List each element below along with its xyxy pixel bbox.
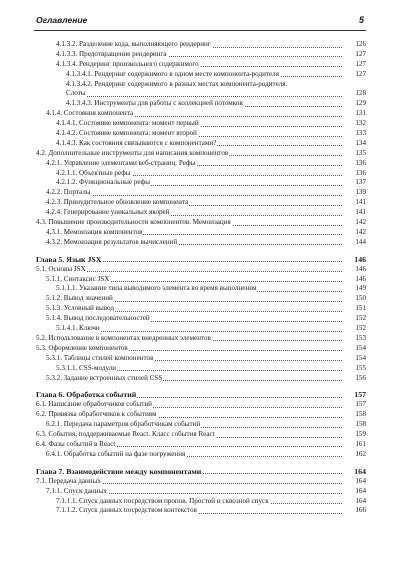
toc-entry-text: 4.1.3.4.2. Рендеринг содержимого в разных местах компонента-родителя. xyxy=(66,79,288,88)
toc-entry xyxy=(36,275,366,285)
toc-entry xyxy=(36,374,366,384)
toc-entry xyxy=(36,188,366,198)
toc-entry-text: 4.2.4. Генерирование уникальных якорей xyxy=(46,208,170,217)
toc-entry-label xyxy=(56,119,342,129)
toc-entry-page: 164 xyxy=(355,496,366,505)
toc-entry-page: 136 xyxy=(355,168,366,177)
toc-entry-text: 6.1. Написание обработчиков событий xyxy=(36,400,152,409)
toc-entry xyxy=(36,294,366,304)
toc-entry-page: 128 xyxy=(355,89,366,98)
toc-entry-label xyxy=(46,450,342,460)
toc-entry-label xyxy=(46,374,342,384)
toc-entry-text: 4.1.4.2. Состояние компонента: момент второй xyxy=(56,129,197,138)
toc-entry xyxy=(36,477,366,487)
toc-entry-page: 139 xyxy=(355,188,366,197)
toc-entry-page: 142 xyxy=(355,227,366,236)
table-of-contents xyxy=(36,40,366,516)
toc-entry-page: 141 xyxy=(355,198,366,207)
toc-entry-label xyxy=(46,198,342,208)
toc-entry xyxy=(36,89,366,99)
toc-entry-text: 6.3. События, поддерживаемые React. Класс события React xyxy=(36,430,215,439)
toc-entry xyxy=(36,265,366,275)
header-page-number: 5 xyxy=(358,15,364,25)
toc-entry-page: 156 xyxy=(355,373,366,382)
toc-entry-text: 5.3.1.1. CSS-модули xyxy=(56,363,117,372)
toc-entry-page: 127 xyxy=(355,69,366,78)
toc-chapter-entry xyxy=(36,466,366,477)
toc-entry-text: 7.1.1. Спуск данных xyxy=(46,486,107,495)
toc-entry-label xyxy=(36,400,342,410)
toc-entry xyxy=(36,506,366,516)
toc-entry-page: 126 xyxy=(355,40,366,48)
toc-entry-page: 166 xyxy=(355,506,366,515)
running-header xyxy=(34,15,366,28)
toc-entry-label xyxy=(36,389,342,400)
toc-entry-text: 4.2.2. Порталы xyxy=(46,188,91,197)
toc-entry-label xyxy=(56,129,342,139)
toc-entry xyxy=(36,354,366,364)
toc-entry-page: 146 xyxy=(355,274,366,283)
toc-entry-label xyxy=(56,50,342,60)
toc-entry-text: 5.2. Использование в компонентах внедренных элементов xyxy=(36,333,211,342)
toc-entry-page: 164 xyxy=(355,486,366,495)
toc-entry xyxy=(36,149,366,159)
toc-entry-label xyxy=(36,466,342,477)
toc-entry xyxy=(36,487,366,497)
header-rule xyxy=(34,30,366,31)
toc-entry-label xyxy=(56,60,342,70)
toc-entry-text: 4.1.3.4.3. Инструменты для работы с коллекцией потомков xyxy=(66,99,243,108)
toc-entry-label xyxy=(56,284,342,294)
toc-entry-label xyxy=(46,487,342,497)
toc-entry-label xyxy=(46,314,342,324)
header-title: Оглавление xyxy=(36,15,88,25)
toc-entry-label xyxy=(46,294,342,304)
toc-entry-text: 6.2. Привязка обработчиков к событиям xyxy=(36,410,157,419)
toc-entry-page: 137 xyxy=(355,178,366,187)
toc-entry-label xyxy=(66,70,342,80)
toc-entry-label xyxy=(56,178,342,188)
toc-entry-label xyxy=(36,440,342,450)
toc-entry-label xyxy=(36,344,342,354)
toc-entry-page: 157 xyxy=(354,390,366,400)
toc-entry-label xyxy=(36,410,342,420)
toc-entry-page: 131 xyxy=(355,109,366,118)
toc-entry xyxy=(36,304,366,314)
toc-entry-text: Глава 5. Язык JSX xyxy=(36,254,102,264)
toc-entry xyxy=(36,314,366,324)
toc-entry-label xyxy=(36,254,342,265)
toc-entry-page: 155 xyxy=(355,363,366,372)
toc-entry-label xyxy=(36,334,342,344)
toc-entry xyxy=(36,238,366,248)
toc-entry-page: 132 xyxy=(355,119,366,128)
toc-entry-label xyxy=(46,109,342,119)
toc-entry-label xyxy=(36,149,342,159)
toc-entry-text: 5.1. Основы JSX xyxy=(36,264,86,273)
toc-entry-text: 4.1.4.3. Как состояния связываются с компонентами? xyxy=(56,138,217,147)
toc-entry-label xyxy=(46,238,342,248)
toc-entry xyxy=(36,497,366,507)
toc-entry-text: 7.1.1.2. Спуск данных посредством контекстов xyxy=(56,506,198,515)
toc-entry-page: 152 xyxy=(355,324,366,333)
toc-entry xyxy=(36,50,366,60)
toc-entry-page: 164 xyxy=(354,466,366,476)
toc-entry-text: 5.3.2. Задание встроенных стилей CSS xyxy=(46,373,163,382)
toc-entry xyxy=(36,400,366,410)
toc-entry-page: 127 xyxy=(355,49,366,58)
toc-entry-page: 154 xyxy=(355,353,366,362)
toc-entry-label xyxy=(56,169,342,179)
toc-entry-text: 5.3. Оформление компонентов xyxy=(36,343,128,352)
toc-entry-label xyxy=(36,430,342,440)
toc-entry-page: 151 xyxy=(355,304,366,313)
toc-entry-label xyxy=(46,420,342,430)
toc-entry-label xyxy=(66,99,342,109)
toc-entry-page: 144 xyxy=(355,237,366,246)
toc-entry xyxy=(36,430,366,440)
toc-entry-page: 146 xyxy=(354,254,366,264)
toc-entry xyxy=(36,40,366,50)
toc-entry xyxy=(36,139,366,149)
toc-entry xyxy=(36,440,366,450)
toc-entry-text: 4.2.3. Принудительное обновление компонента xyxy=(46,198,189,207)
toc-entry-label xyxy=(36,477,342,487)
toc-entry-text: 5.3.1. Таблицы стилей компонентов xyxy=(46,353,154,362)
toc-entry-page: 158 xyxy=(355,420,366,429)
toc-entry-page: 164 xyxy=(355,476,366,485)
toc-entry xyxy=(36,284,366,294)
toc-chapter-entry xyxy=(36,389,366,400)
toc-entry xyxy=(36,169,366,179)
toc-entry xyxy=(36,420,366,430)
toc-entry xyxy=(36,364,366,374)
toc-entry-page: 136 xyxy=(355,158,366,167)
toc-entry xyxy=(36,129,366,139)
toc-entry-page: 146 xyxy=(355,264,366,273)
toc-entry-text: 4.1.3.4.1. Рендеринг содержимого в одном месте компонента-родителя xyxy=(66,69,279,78)
toc-entry xyxy=(36,60,366,70)
toc-entry-label xyxy=(46,159,342,169)
toc-entry xyxy=(36,198,366,208)
toc-entry-page: 129 xyxy=(355,99,366,108)
toc-entry-page: 161 xyxy=(355,439,366,448)
toc-entry-page: 158 xyxy=(355,410,366,419)
toc-entry xyxy=(36,99,366,109)
toc-entry-page: 134 xyxy=(355,138,366,147)
toc-entry-label xyxy=(56,324,342,334)
toc-entry-text: 4.1.3.3. Предотвращение рендеринга xyxy=(56,49,167,58)
toc-entry xyxy=(36,334,366,344)
toc-entry-label xyxy=(46,275,342,285)
toc-entry-text: Слоты xyxy=(66,89,86,98)
toc-entry-text: 4.2.1.2. Функциональные рефы xyxy=(56,178,150,187)
toc-entry-page: 135 xyxy=(355,148,366,157)
toc-entry-text: 4.1.3.2. Разделение кода, выполняющего рендеринг xyxy=(56,40,211,48)
toc-entry-label xyxy=(36,218,342,228)
toc-entry-label xyxy=(66,80,342,90)
toc-entry-page: 152 xyxy=(355,314,366,323)
toc-entry-text: 4.2.1.1. Объектные рефы xyxy=(56,168,131,177)
toc-entry-text: 5.1.4.1. Ключи xyxy=(56,324,100,333)
toc-entry-text: 5.1.1. Синтаксис JSX xyxy=(46,274,110,283)
toc-entry-label xyxy=(66,89,342,99)
toc-entry-label xyxy=(46,188,342,198)
toc-entry-page: 159 xyxy=(355,430,366,439)
toc-entry xyxy=(36,410,366,420)
toc-entry-text: 4.2. Дополнительные инструменты для написания компонентов xyxy=(36,148,229,157)
toc-entry-page: 133 xyxy=(355,129,366,138)
toc-entry xyxy=(36,450,366,460)
toc-entry-label xyxy=(56,364,342,374)
toc-entry-text: 6.2.1. Передача параметров обработчикам событий xyxy=(46,420,201,429)
toc-entry-text: 4.3.2. Мемоизация результатов вычислений xyxy=(46,237,178,246)
toc-entry-page: 162 xyxy=(355,449,366,458)
toc-entry xyxy=(36,80,366,90)
toc-entry-text: 6.4. Фазы событий в React xyxy=(36,439,116,448)
toc-entry-text: 4.1.3.4. Рендеринг произвольного содержимого xyxy=(56,59,199,68)
toc-entry-text: 5.1.1.1. Указание типа выводимого элемента во время выполнения xyxy=(56,284,257,293)
toc-entry xyxy=(36,119,366,129)
toc-entry-text: 5.1.3. Условный вывод xyxy=(46,304,114,313)
toc-entry-label xyxy=(46,228,342,238)
toc-entry-page: 141 xyxy=(355,208,366,217)
toc-entry-label xyxy=(46,304,342,314)
toc-entry-page: 154 xyxy=(355,343,366,352)
toc-entry-page: 157 xyxy=(355,400,366,409)
toc-entry-label xyxy=(56,506,342,516)
toc-entry-label xyxy=(56,497,342,507)
toc-entry-page: 127 xyxy=(355,59,366,68)
toc-entry-page: 153 xyxy=(355,333,366,342)
toc-entry-page: 142 xyxy=(355,218,366,227)
toc-entry xyxy=(36,218,366,228)
toc-entry xyxy=(36,178,366,188)
toc-entry-text: 7.1. Передача данных xyxy=(36,476,101,485)
toc-entry-page: 150 xyxy=(355,294,366,303)
toc-entry xyxy=(36,70,366,80)
toc-entry-label xyxy=(46,354,342,364)
toc-entry xyxy=(36,344,366,354)
toc-entry-text: 4.3. Повышение производительности компонентов. Мемоизация xyxy=(36,218,231,227)
toc-entry-label xyxy=(56,139,342,149)
toc-entry-label xyxy=(46,208,342,218)
toc-entry-text: 4.1.4.1. Состояние компонента: момент первый xyxy=(56,119,199,128)
toc-entry-text: Глава 6. Обработка событий xyxy=(36,390,137,400)
toc-entry-page: 149 xyxy=(355,284,366,293)
toc-entry xyxy=(36,109,366,119)
toc-entry-text: 5.1.2. Вывод значений xyxy=(46,294,113,303)
toc-entry-text: 4.1.4. Состояния компонента xyxy=(46,109,134,118)
toc-entry-text: Глава 7. Взаимодействие между компонентами xyxy=(36,466,202,476)
toc-entry-text: 7.1.1.1. Спуск данных посредством пропов. Простой и сквозной спуск xyxy=(56,496,269,505)
toc-chapter-entry xyxy=(36,254,366,265)
toc-entry xyxy=(36,208,366,218)
toc-entry-label xyxy=(56,40,342,50)
toc-entry-text: 4.2.1. Управление элементами веб-страниц. Рефы xyxy=(46,158,196,167)
toc-entry-text: 4.3.1. Мемоизация компонентов xyxy=(46,227,143,236)
toc-entry-label xyxy=(36,265,342,275)
toc-entry-text: 5.1.4. Вывод последовательностей xyxy=(46,314,150,323)
toc-entry-text: 6.4.1. Обработка событий на фазе погружения xyxy=(46,449,186,458)
toc-entry xyxy=(36,228,366,238)
toc-entry xyxy=(36,324,366,334)
toc-entry xyxy=(36,159,366,169)
